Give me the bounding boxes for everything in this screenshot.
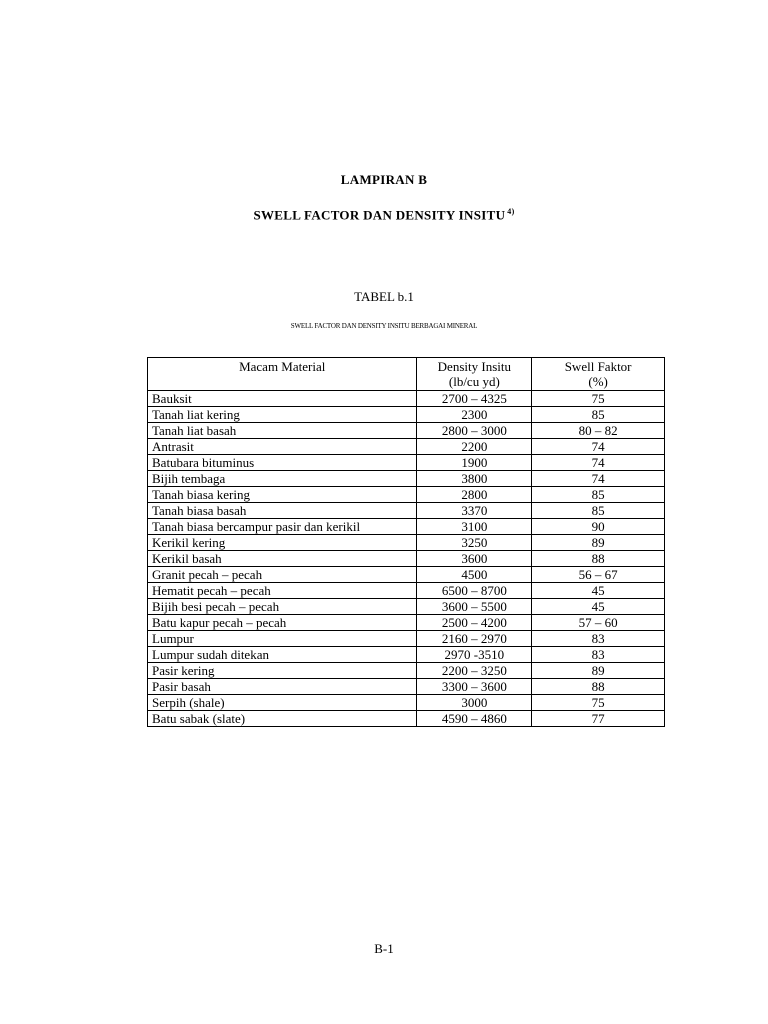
table-row — [148, 631, 665, 647]
material-cell: Pasir kering — [148, 663, 417, 679]
swell-factor-cell: 74 — [532, 439, 665, 455]
swell-factor-cell: 74 — [532, 455, 665, 471]
material-cell: Serpih (shale) — [148, 695, 417, 711]
document-title-text: SWELL FACTOR DAN DENSITY INSITU — [253, 207, 506, 223]
header-swell-unit: (%) — [588, 374, 608, 389]
material-cell: Tanah liat kering — [148, 407, 417, 423]
swell-factor-cell: 75 — [532, 695, 665, 711]
table-header-row — [148, 358, 665, 391]
swell-factor-cell: 75 — [532, 391, 665, 407]
swell-factor-cell: 85 — [532, 487, 665, 503]
material-cell: Pasir basah — [148, 679, 417, 695]
density-cell: 3600 — [417, 551, 532, 567]
density-cell: 4500 — [417, 567, 532, 583]
material-cell: Tanah biasa bercampur pasir dan kerikil — [148, 519, 417, 535]
material-cell: Bauksit — [148, 391, 417, 407]
page-number: B-1 — [374, 941, 394, 956]
header-density-unit: (lb/cu yd) — [448, 374, 500, 389]
table-row — [148, 503, 665, 519]
density-cell: 2800 – 3000 — [417, 423, 532, 439]
swell-factor-cell: 57 – 60 — [532, 615, 665, 631]
material-cell: Antrasit — [148, 439, 417, 455]
table-subtitle: SWELL FACTOR DAN DENSITY INSITU BERBAGAI MINERAL — [290, 322, 478, 330]
material-cell: Hematit pecah – pecah — [148, 583, 417, 599]
table-row — [148, 487, 665, 503]
density-cell: 2200 — [417, 439, 532, 455]
table-row — [148, 471, 665, 487]
material-cell: Lumpur — [148, 631, 417, 647]
density-cell: 2500 – 4200 — [417, 615, 532, 631]
material-cell: Batu sabak (slate) — [148, 711, 417, 727]
swell-factor-cell: 74 — [532, 471, 665, 487]
header-swell — [532, 358, 665, 391]
swell-density-table — [147, 357, 665, 727]
swell-factor-cell: 88 — [532, 551, 665, 567]
table-label: TABEL b.1 — [354, 289, 414, 304]
swell-factor-cell: 83 — [532, 647, 665, 663]
density-cell: 2700 – 4325 — [417, 391, 532, 407]
material-cell: Bijih besi pecah – pecah — [148, 599, 417, 615]
table-row — [148, 583, 665, 599]
density-cell: 2160 – 2970 — [417, 631, 532, 647]
table-row — [148, 567, 665, 583]
swell-factor-cell: 89 — [532, 535, 665, 551]
swell-factor-cell: 77 — [532, 711, 665, 727]
swell-factor-cell: 90 — [532, 519, 665, 535]
table-row — [148, 519, 665, 535]
swell-factor-cell: 56 – 67 — [532, 567, 665, 583]
table-row — [148, 551, 665, 567]
material-cell: Bijih tembaga — [148, 471, 417, 487]
density-cell: 6500 – 8700 — [417, 583, 532, 599]
table-row — [148, 663, 665, 679]
material-cell: Kerikil kering — [148, 535, 417, 551]
swell-factor-cell: 80 – 82 — [532, 423, 665, 439]
material-cell: Kerikil basah — [148, 551, 417, 567]
material-cell: Tanah biasa basah — [148, 503, 417, 519]
density-cell: 3100 — [417, 519, 532, 535]
material-cell: Granit pecah – pecah — [148, 567, 417, 583]
header-swell-label: Swell Faktor — [564, 359, 632, 374]
density-cell: 4590 – 4860 — [417, 711, 532, 727]
density-cell: 3250 — [417, 535, 532, 551]
material-cell: Tanah liat basah — [148, 423, 417, 439]
density-cell: 3000 — [417, 695, 532, 711]
swell-factor-cell: 45 — [532, 599, 665, 615]
header-material-label: Macam Material — [239, 359, 326, 374]
header-material — [148, 358, 417, 391]
density-cell: 2200 – 3250 — [417, 663, 532, 679]
table-row — [148, 407, 665, 423]
table-row — [148, 535, 665, 551]
table-row — [148, 615, 665, 631]
table-row — [148, 695, 665, 711]
swell-factor-cell: 89 — [532, 663, 665, 679]
appendix-heading: LAMPIRAN B — [340, 172, 428, 187]
swell-factor-cell: 85 — [532, 407, 665, 423]
density-cell: 3370 — [417, 503, 532, 519]
header-density-label: Density Insitu — [437, 359, 511, 374]
swell-factor-cell: 88 — [532, 679, 665, 695]
material-cell: Batubara bituminus — [148, 455, 417, 471]
swell-factor-cell: 85 — [532, 503, 665, 519]
title-reference-note: 4) — [507, 207, 515, 216]
document-title — [0, 207, 768, 223]
table-row — [148, 599, 665, 615]
table-body — [148, 391, 665, 727]
swell-factor-cell: 45 — [532, 583, 665, 599]
material-cell: Batu kapur pecah – pecah — [148, 615, 417, 631]
material-cell: Tanah biasa kering — [148, 487, 417, 503]
density-cell: 3300 – 3600 — [417, 679, 532, 695]
table-row — [148, 455, 665, 471]
table-row — [148, 391, 665, 407]
swell-factor-cell: 83 — [532, 631, 665, 647]
header-density — [417, 358, 532, 391]
density-cell: 3600 – 5500 — [417, 599, 532, 615]
table-row — [148, 679, 665, 695]
density-cell: 2970 -3510 — [417, 647, 532, 663]
density-cell: 1900 — [417, 455, 532, 471]
density-cell: 3800 — [417, 471, 532, 487]
table-row — [148, 423, 665, 439]
table-row — [148, 647, 665, 663]
density-cell: 2800 — [417, 487, 532, 503]
table-row — [148, 711, 665, 727]
material-cell: Lumpur sudah ditekan — [148, 647, 417, 663]
table-row — [148, 439, 665, 455]
density-cell: 2300 — [417, 407, 532, 423]
